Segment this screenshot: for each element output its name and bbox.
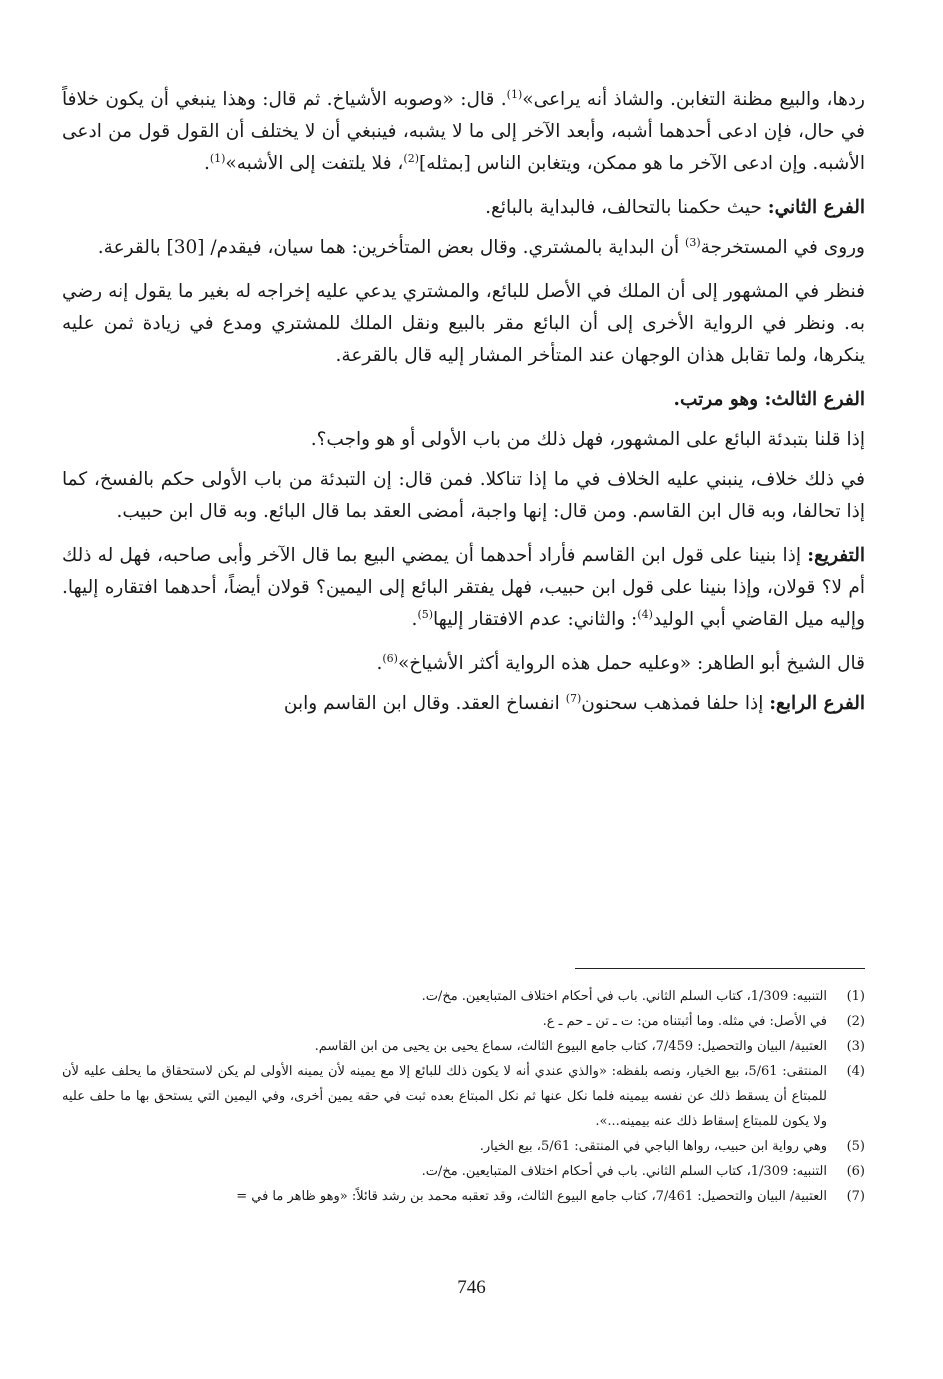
paragraph-3 bbox=[62, 232, 865, 264]
footnote-ref[interactable]: (4) bbox=[637, 607, 653, 621]
text-run: انفساخ العقد. وقال ابن القاسم وابن bbox=[283, 693, 566, 714]
footnote-4 bbox=[62, 1059, 865, 1134]
text-run: إذا بنينا على قول ابن القاسم فأراد أحدهما أن يمضي البيع بما قال الآخر وأبى صاحبه، فهل له ذلك أم لا؟ قولان، وإذا بنينا على قول ابن حبيب، فهل يفتقر البائع إلى اليمين؟ قولان أيضاً، أحدهما افتقاره إليها. وإليه ميل القاضي أبي الوليد bbox=[62, 545, 865, 630]
footnote-text: التنبيه: 1/309، كتاب السلم الثاني. باب في أحكام اختلاف المتبايعين. مخ/ت. bbox=[421, 989, 827, 1004]
paragraph-8 bbox=[62, 540, 865, 636]
text-run: في ذلك خلاف، ينبني عليه الخلاف في ما إذا تناكلا. فمن قال: إن التبدئة من باب الأولى حكم بالفسخ، كما إذا تحالفا، وبه قال ابن القاسم. ومن قال: إنها واجبة، أمضى العقد بما قال البائع. وبه قال ابن حبيب. bbox=[62, 469, 865, 522]
text-run: إذا قلنا بتبدئة البائع على المشهور، فهل ذلك من باب الأولى أو هو واجب؟. bbox=[310, 429, 865, 450]
text-run: : والثاني: عدم الافتقار إليها bbox=[433, 609, 638, 630]
footnote-5 bbox=[62, 1134, 865, 1159]
footnote-number: (3) bbox=[846, 1039, 865, 1054]
footnote-ref[interactable]: (1) bbox=[506, 87, 523, 101]
text-run: . bbox=[376, 653, 383, 674]
main-text bbox=[62, 84, 865, 732]
footnote-divider bbox=[575, 968, 865, 969]
footnote-ref[interactable]: (3) bbox=[685, 235, 701, 249]
footnote-7 bbox=[62, 1184, 865, 1209]
footnotes bbox=[62, 984, 865, 1209]
footnote-number: (4) bbox=[846, 1064, 865, 1079]
footnote-6 bbox=[62, 1159, 865, 1184]
footnote-number: (2) bbox=[846, 1014, 865, 1029]
paragraph-9 bbox=[62, 648, 865, 680]
paragraph-10 bbox=[62, 688, 865, 720]
section-heading: الفرع الرابع: bbox=[769, 693, 865, 714]
paragraph-1 bbox=[62, 84, 865, 180]
page-number: 746 bbox=[457, 1277, 486, 1298]
text-run: . bbox=[411, 609, 418, 630]
footnote-text: التنبيه: 1/309، كتاب السلم الثاني. باب في أحكام اختلاف المتبايعين. مخ/ت. bbox=[421, 1164, 827, 1179]
paragraph-4 bbox=[62, 276, 865, 372]
text-run: وروى في المستخرجة bbox=[700, 237, 865, 258]
text-run: ، فلا يلتفت إلى الأشبه» bbox=[225, 153, 404, 174]
footnote-text: العتبية/ البيان والتحصيل: 7/461، كتاب جامع البيوع الثالث، وقد تعقبه محمد بن رشد قائلاً: «وهو ظاهر ما في = bbox=[236, 1189, 827, 1204]
text-run: إذا حلفا فمذهب سحنون bbox=[581, 693, 770, 714]
footnote-ref[interactable]: (7) bbox=[565, 691, 582, 705]
footnote-3 bbox=[62, 1034, 865, 1059]
footnote-ref[interactable]: (2) bbox=[403, 151, 419, 165]
footnote-text: العتبية/ البيان والتحصيل: 7/459، كتاب جامع البيوع الثالث، سماع يحيى بن يحيى من ابن القاسم. bbox=[314, 1039, 827, 1054]
footnote-1 bbox=[62, 984, 865, 1009]
text-run: . قال: «وصوبه الأشياخ. ثم قال: وهذا ينبغي أن يكون خلافاً في حال، فإن ادعى أحدهما أشبه، وأبعد الآخر إلى ما لا يشبه، فينبغي أن لا يختلف أن القول قول من ادعى الأشبه. وإن ادعى الآخر ما هو ممكن، ويتغابن الناس [بمثله] bbox=[62, 89, 865, 174]
paragraph-2 bbox=[62, 192, 865, 224]
footnote-ref[interactable]: (5) bbox=[417, 607, 434, 621]
paragraph-6 bbox=[62, 424, 865, 456]
footnote-number: (7) bbox=[846, 1189, 865, 1204]
footnote-number: (5) bbox=[846, 1139, 865, 1154]
footnote-ref[interactable]: (1) bbox=[209, 151, 226, 165]
text-run: ردها، والبيع مظنة التغابن. والشاذ أنه يراعى» bbox=[522, 89, 865, 110]
footnote-text: وهي رواية ابن حبيب، رواها الباجي في المنتقى: 5/61، بيع الخيار. bbox=[479, 1139, 827, 1154]
footnote-text: في الأصل: في مثله. وما أثبتناه من: ت ـ تن ـ حم ـ ع. bbox=[542, 1014, 827, 1029]
text-run: قال الشيخ أبو الطاهر: «وعليه حمل هذه الرواية أكثر الأشياخ» bbox=[397, 653, 865, 674]
section-heading: الفرع الثالث: وهو مرتب. bbox=[673, 389, 865, 410]
footnote-number: (1) bbox=[846, 989, 865, 1004]
text-run: . bbox=[203, 153, 210, 174]
paragraph-7 bbox=[62, 464, 865, 528]
section-heading: الفرع الثاني: bbox=[767, 197, 865, 218]
footnote-ref[interactable]: (6) bbox=[382, 651, 398, 665]
text-run: حيث حكمنا بالتحالف، فالبداية بالبائع. bbox=[485, 197, 768, 218]
text-run: فنظر في المشهور إلى أن الملك في الأصل للبائع، والمشتري يدعي عليه إخراجه له بغير ما يقول إنه رضي به. ونظر في الرواية الأخرى إلى أن البائع مقر بالبيع ونقل الملك للمشتري ومدع في زيادة ثمن عليه ينكرها، ولما تقابل هذان الوجهان عند المتأخر المشار إليه قال بالقرعة. bbox=[62, 281, 865, 366]
footnote-2 bbox=[62, 1009, 865, 1034]
section-heading: التفريع: bbox=[807, 545, 865, 566]
text-run: أن البداية بالمشتري. وقال بعض المتأخرين: هما سيان، فيقدم/ [30] بالقرعة. bbox=[97, 237, 686, 258]
footnote-number: (6) bbox=[846, 1164, 865, 1179]
paragraph-5 bbox=[62, 384, 865, 416]
footnote-text: المنتقى: 5/61، بيع الخيار، ونصه بلفظه: «والذي عندي أنه لا يكون ذلك للبائع إلا مع يمينه لأن يمينه الأولى لم يكن لاستحقاق ما يحلف عليه لأن للمبتاع أن يسقط ذلك عن نفسه بيمينه فلما نكل عنها ثم نكل المبتاع بعده ثبت في حقه يمين أخرى، وفي اليمين التي يستحق بها ما حلف عليه ولا يكون للمبتاع إسقاط ذلك عنه بيمينه...». bbox=[62, 1064, 827, 1129]
